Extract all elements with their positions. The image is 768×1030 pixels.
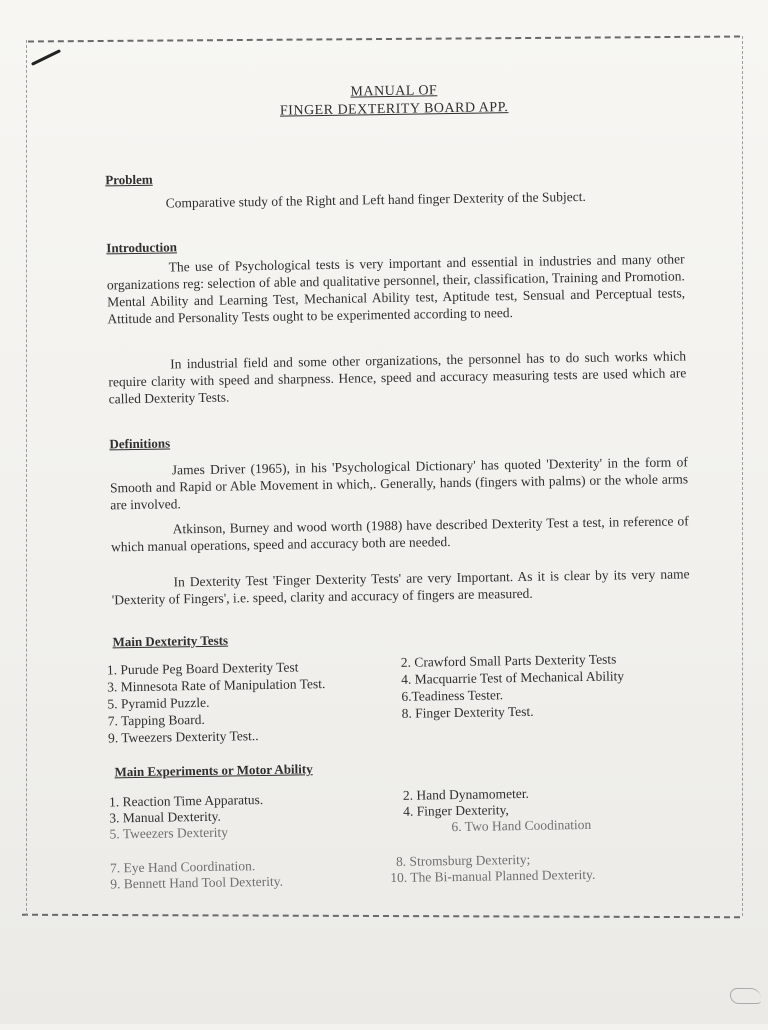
- main-test-item: 9. Tweezers Dexterity Test..: [107, 728, 259, 746]
- introduction-paragraph-1: The use of Psychological tests is very important and essential in industries and many other organizations reg: selection of able and qualitative personnel, their, classification, Training and Promotion. Mental Ability and Learning Test, Mechanical Ability test, Aptitude test, Sensual and Perceptual tests, Attitude and Personality Tests ought to be experimented according to need.: [106, 251, 686, 327]
- motor-experiment-item: 9. Bennett Hand Tool Dexterity.: [110, 873, 284, 892]
- motor-experiment-item: 8. Stromsburg Dexterity;: [395, 851, 531, 869]
- problem-heading: Problem: [105, 171, 153, 188]
- main-test-item: 4. Macquarrie Test of Mechanical Ability: [401, 668, 625, 687]
- main-test-item: 7. Tapping Board.: [107, 711, 205, 729]
- motor-experiment-item: 4. Finger Dexterity,: [403, 802, 509, 819]
- main-test-item: 8. Finger Dexterity Test.: [401, 703, 534, 721]
- motor-experiment-item: 10. The Bi-manual Planned Dexterity.: [390, 866, 596, 886]
- document-title-line2: FINGER DEXTERITY BOARD APP.: [279, 100, 509, 119]
- definitions-paragraph-2: Atkinson, Burney and wood worth (1988) have described Dexterity Test a test, in reference of which manual operations, speed and accuracy both are needed.: [110, 513, 689, 555]
- main-test-item: 5. Pyramid Puzzle.: [107, 694, 210, 712]
- main-tests-heading: Main Dexterity Tests: [112, 632, 229, 650]
- introduction-paragraph-2: In industrial field and some other organizations, the personnel has to do such works which require clarity with speed and sharpness. Hence, speed and accuracy measuring tests are used which are called Dexterity Tests.: [108, 348, 687, 407]
- motor-experiment-item: 2. Hand Dynamometer.: [402, 785, 530, 803]
- problem-text: Comparative study of the Right and Left hand finger Dexterity of the Subject.: [165, 188, 586, 211]
- document-title-line1: MANUAL OF: [350, 83, 438, 100]
- main-test-item: 2. Crawford Small Parts Dexterity Tests: [400, 651, 617, 670]
- main-test-item: 6.Teadiness Tester.: [401, 687, 504, 704]
- motor-experiment-item: 7. Eye Hand Coordination.: [109, 858, 256, 876]
- motor-experiment-item: 6. Two Hand Coodination: [451, 816, 592, 835]
- definitions-paragraph-1: James Driver (1965), in his 'Psychological Dictionary' has quoted 'Dexterity' in the form of Smooth and Rapid or Able Movement in which,. Generally, hands (fingers with palms) or the whole arms are involved.: [109, 454, 689, 513]
- definitions-paragraph-3: In Dexterity Test 'Finger Dexterity Tests' are very Important. As it is clear by its very name 'Dexterity of Fingers', i.e. speed, clarity and accuracy of fingers are measured.: [111, 566, 690, 608]
- main-test-item: 3. Minnesota Rate of Manipulation Test.: [107, 676, 326, 695]
- motor-experiments-heading: Main Experiments or Motor Ability: [114, 761, 313, 780]
- introduction-heading: Introduction: [106, 239, 177, 256]
- motor-experiment-item: 1. Reaction Time Apparatus.: [108, 792, 264, 810]
- motor-experiment-item: 3. Manual Dexterity.: [109, 808, 221, 826]
- main-test-item: 1. Purude Peg Board Dexterity Test: [106, 659, 299, 678]
- definitions-heading: Definitions: [109, 435, 171, 452]
- motor-experiment-item: 5. Tweezers Dexterity: [109, 824, 229, 842]
